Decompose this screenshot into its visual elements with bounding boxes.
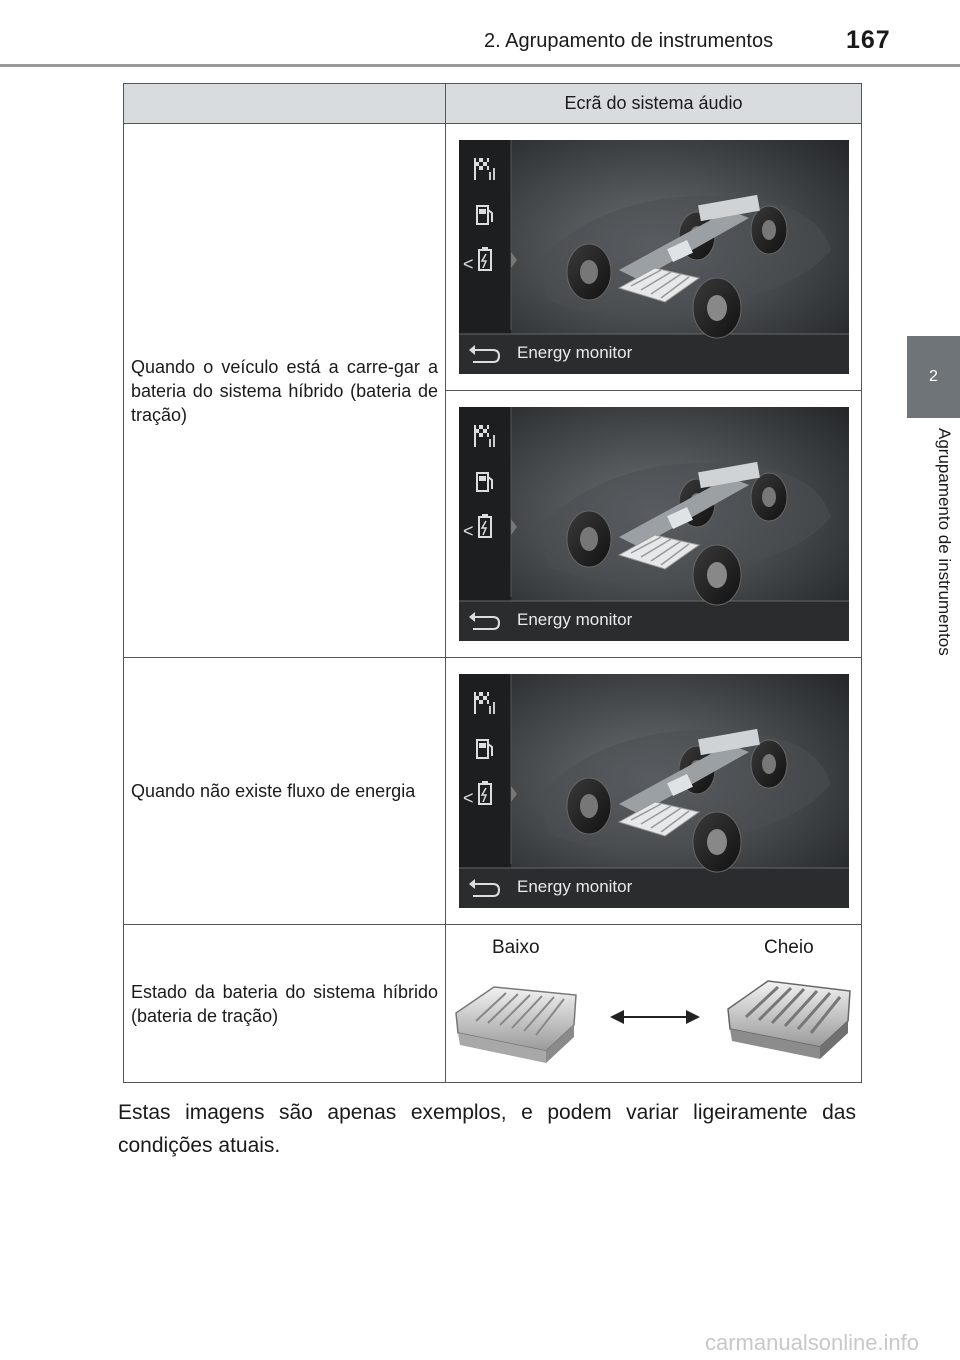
screen-cell [446, 658, 862, 925]
row-label-battery-state: Estado da bateria do sistema híbrido (bateria de tração) [124, 925, 446, 1083]
energy-monitor-screen-3 [459, 674, 849, 908]
screen-title: Energy monitor [516, 343, 632, 362]
screen-title: Energy monitor [516, 610, 632, 629]
header-audio-screen: Ecrã do sistema áudio [446, 84, 862, 124]
table-row [124, 658, 862, 925]
battery-full-label: Cheio [764, 937, 814, 958]
energy-monitor-screen-2 [459, 407, 849, 641]
screen-cell [446, 124, 862, 391]
screen-cell [446, 391, 862, 658]
figure-caption: Estas imagens são apenas exemplos, e podem variar ligeiramente das condições atuais. [118, 1101, 856, 1157]
battery-low-icon [456, 987, 576, 1063]
screen-title: Energy monitor [516, 877, 632, 896]
battery-state-cell [446, 925, 862, 1083]
row-label-charging: Quando o veículo está a carre-gar a bateria do sistema híbrido (bateria de tração) [124, 124, 446, 658]
energy-monitor-screen-1 [459, 140, 849, 374]
header-empty-cell [124, 84, 446, 124]
page-number: 167 [846, 26, 891, 54]
table-header-row [124, 84, 862, 124]
side-tab-label: Agrupamento de instrumentos [935, 428, 954, 656]
table-row [124, 124, 862, 391]
double-arrow-icon [610, 1010, 700, 1024]
header-rule [0, 64, 960, 67]
side-tab-number: 2 [907, 336, 960, 418]
row-label-no-flow: Quando não existe fluxo de energia [124, 658, 446, 925]
battery-low-label: Baixo [492, 937, 540, 958]
battery-full-icon [728, 981, 850, 1059]
energy-monitor-table [123, 83, 862, 1083]
header-section-title: 2. Agrupamento de instrumentos [484, 30, 774, 52]
watermark: carmanualsonline.info [705, 1330, 920, 1355]
table-row [124, 925, 862, 1083]
